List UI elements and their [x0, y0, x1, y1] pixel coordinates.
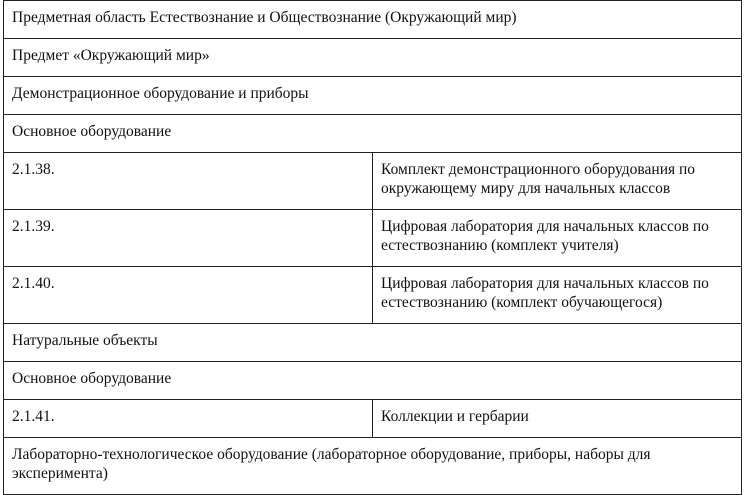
section-row: [4, 1, 742, 39]
section-heading: Лабораторно-технологическое оборудование (лабораторное оборудование, приборы, наборы для эксперимента): [4, 438, 742, 495]
item-number: 2.1.39.: [4, 210, 373, 267]
item-row: [4, 400, 742, 438]
item-number: 2.1.38.: [4, 153, 373, 210]
item-row: [4, 267, 742, 324]
item-description: Цифровая лаборатория для начальных классов по естествознанию (комплект обучающегося): [373, 267, 742, 324]
item-number: 2.1.40.: [4, 267, 373, 324]
section-heading: Демонстрационное оборудование и приборы: [4, 77, 742, 115]
section-row: [4, 39, 742, 77]
item-number: 2.1.41.: [4, 400, 373, 438]
section-row: [4, 362, 742, 400]
section-row: [4, 77, 742, 115]
section-heading: Основное оборудование: [4, 362, 742, 400]
section-row: [4, 115, 742, 153]
item-description: Комплект демонстрационного оборудования по окружающему миру для начальных классов: [373, 153, 742, 210]
section-row: [4, 438, 742, 495]
section-heading: Предметная область Естествознание и Обществознание (Окружающий мир): [4, 1, 742, 39]
section-heading: Основное оборудование: [4, 115, 742, 153]
section-heading: Предмет «Окружающий мир»: [4, 39, 742, 77]
section-heading: Натуральные объекты: [4, 324, 742, 362]
section-row: [4, 324, 742, 362]
item-description: Коллекции и гербарии: [373, 400, 742, 438]
item-row: [4, 210, 742, 267]
equipment-table: [3, 0, 742, 495]
item-row: [4, 153, 742, 210]
item-description: Цифровая лаборатория для начальных классов по естествознанию (комплект учителя): [373, 210, 742, 267]
